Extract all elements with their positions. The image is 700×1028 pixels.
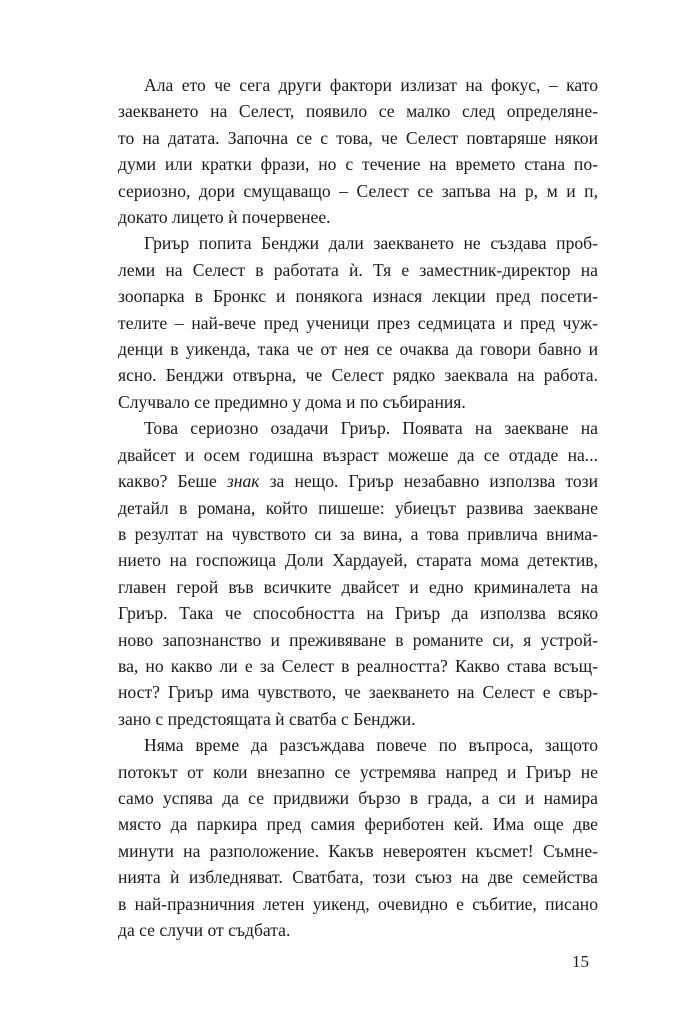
text-line: главен герой във всичките двайсет и едно криминалета на (118, 576, 598, 597)
text-line: Това сериозно озадачи Гриър. Появата на заекване на (144, 418, 598, 439)
text-line: денци в уикенда, така че от нея се очаква да говори бавно и (118, 339, 598, 360)
text-line: Ала ето че сега други фактори излизат на фокус, – като (144, 75, 598, 95)
text-line: минути на разположение. Какъв невероятен късмет! Съмне- (118, 840, 598, 861)
paragraph-3 (118, 415, 598, 732)
text-line: Гриър попита Бенджи дали заекването не създава проб- (144, 233, 598, 254)
text-line: място да паркира пред самия фериботен кей. Има още две (118, 814, 598, 835)
text-line: само успява да се придвижи бързо в града, а си и намира (118, 787, 598, 808)
text-line: зано с предстоящата ѝ сватба с Бенджи. (118, 708, 416, 729)
paragraph-2 (118, 230, 598, 415)
text-line: двайсет и осем годишна възраст можеше да се отдаде на... (118, 444, 598, 465)
text-line: телите – най-вече пред ученици през седмицата и пред чуж- (118, 312, 598, 333)
text-line: ност? Гриър има чувството, че заекването на Селест е свър- (118, 682, 598, 703)
text-line: в резултат на чувството си за вина, а това привлича внима- (118, 523, 598, 544)
text-line: в най-празничния летен уикенд, очевидно е събитие, писано (118, 893, 598, 914)
text-line: Случвало се предимно у дома и по събирания. (118, 391, 466, 412)
page-body (118, 72, 598, 943)
text-line-with-italic (118, 468, 598, 494)
italic-word: знак (226, 471, 260, 492)
paragraph-4 (118, 732, 598, 943)
text-line: леми на Селест в работата ѝ. Тя е заместник-директор на (118, 259, 598, 280)
text-line: думи или кратки фрази, но с течение на времето стана по- (118, 154, 598, 175)
text-line: докато лицето ѝ почервенее. (118, 207, 331, 228)
text-line: Няма време да разсъждава повече по въпроса, защото (144, 735, 598, 756)
text-line: нията ѝ избледняват. Сватбата, този съюз на две семейства (118, 867, 598, 888)
text-run: какво? Беше (118, 471, 227, 492)
text-run: за нещо. Гриър незабавно използва този (259, 471, 599, 492)
text-line: детайл в романа, който пишеше: убиецът развива заекване (118, 497, 598, 518)
text-line: Гриър. Така че способността на Гриър да използва всяко (118, 603, 598, 624)
paragraph-1 (118, 72, 598, 230)
text-line: сериозно, дори смущаващо – Селест се запъва на р, м и п, (118, 180, 598, 201)
text-line: то на датата. Започна се с това, че Селест повтаряше някои (118, 127, 598, 148)
text-line: зоопарка в Бронкс и понякога изнася лекции пред посети- (118, 286, 598, 307)
text-line: нието на госпожица Доли Хардауей, старата мома детектив, (118, 550, 598, 571)
text-line: да се случи от съдбата. (118, 920, 291, 940)
text-line: ново запознанство и преживяване в романите си, я устрой- (118, 629, 598, 650)
text-line: потокът от коли внезапно се устремява напред и Гриър не (118, 761, 598, 782)
page-number: 15 (572, 952, 589, 971)
text-line: заекването на Селест, появило се малко след определяне- (118, 101, 598, 122)
text-line: ясно. Бенджи отвърна, че Селест рядко заеквала на работа. (118, 365, 598, 386)
text-line: ва, но какво ли е за Селест в реалността? Какво става всъщ- (118, 655, 598, 676)
